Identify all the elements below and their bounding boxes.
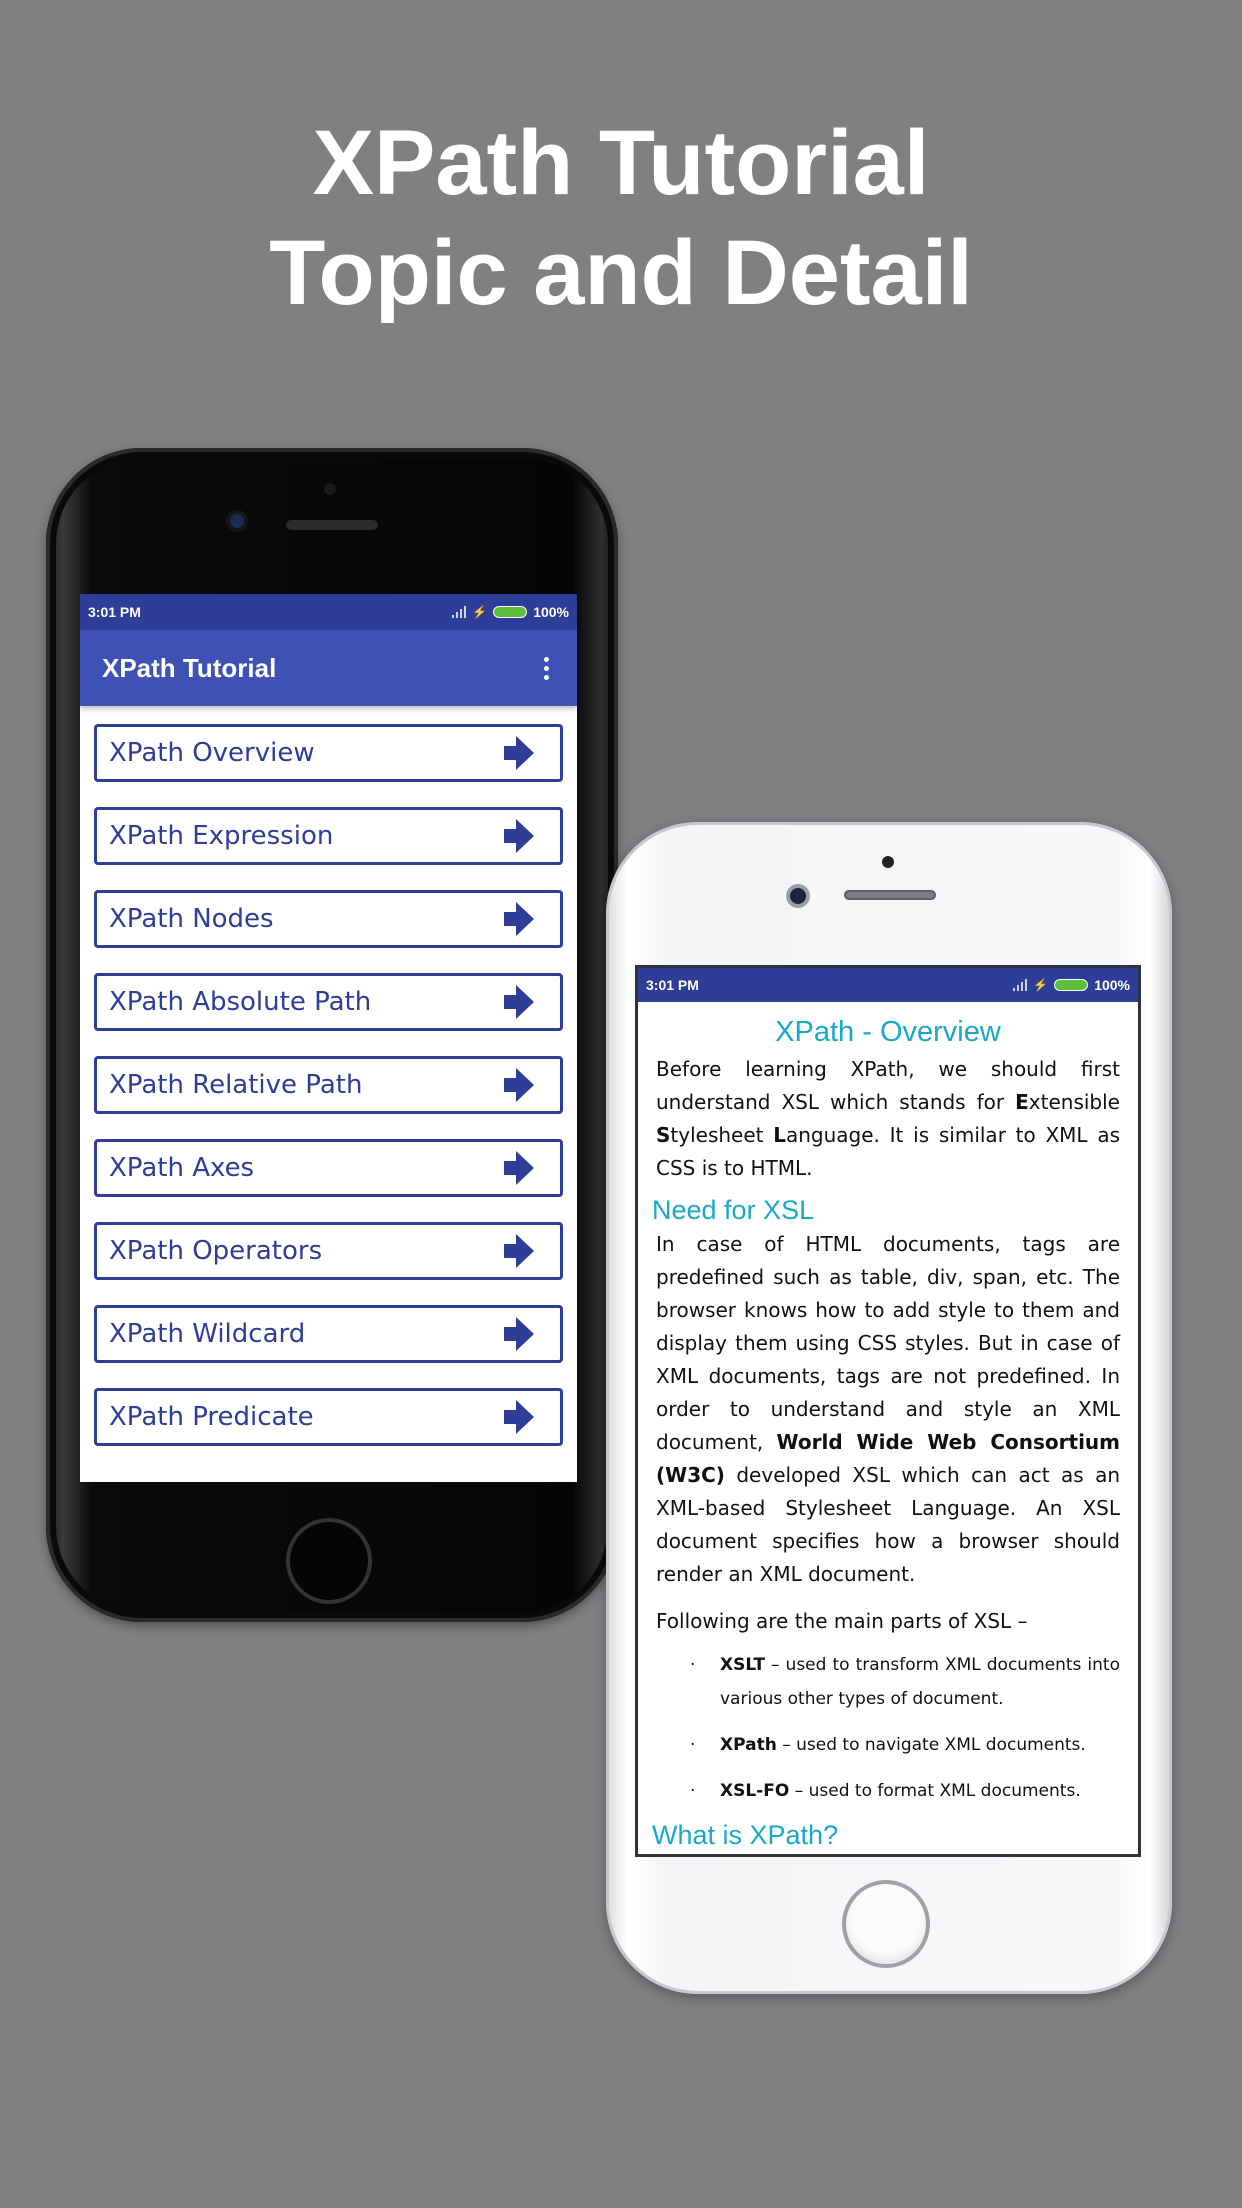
home-button[interactable] xyxy=(842,1880,930,1968)
arrow-right-icon xyxy=(504,819,534,853)
topic-label: XPath Absolute Path xyxy=(109,987,372,1017)
list-item: · XPath – used to navigate XML documents. xyxy=(656,1728,1120,1762)
home-button[interactable] xyxy=(286,1518,372,1604)
topic-item-xpath-absolute-path[interactable] xyxy=(94,973,563,1031)
proximity-sensor xyxy=(324,483,336,495)
phone-frame-white xyxy=(606,822,1172,1994)
arrow-right-icon xyxy=(504,1234,534,1268)
arrow-right-icon xyxy=(504,1151,534,1185)
topic-item-xpath-predicate[interactable] xyxy=(94,1388,563,1446)
battery-percent: 100% xyxy=(1094,977,1130,993)
topic-label: XPath Operators xyxy=(109,1236,323,1266)
charging-icon: ⚡ xyxy=(1033,978,1049,992)
earpiece-speaker xyxy=(286,520,378,530)
app-bar xyxy=(80,630,577,706)
topic-label: XPath Predicate xyxy=(109,1402,314,1432)
proximity-sensor xyxy=(882,856,894,868)
battery-icon xyxy=(493,606,527,618)
arrow-right-icon xyxy=(504,902,534,936)
topic-item-xpath-overview[interactable] xyxy=(94,724,563,782)
list-item: · XSLT – used to transform XML documents into various other types of document. xyxy=(656,1648,1120,1716)
topic-item-xpath-nodes[interactable] xyxy=(94,890,563,948)
promo-title-line1: XPath Tutorial xyxy=(312,112,930,214)
status-bar xyxy=(638,968,1138,1002)
parts-intro: Following are the main parts of XSL – xyxy=(656,1609,1028,1633)
intro-paragraph: Before learning XPath, we should first understand XSL which stands for Extensible Stylesheet Language. It is similar to XML as CSS is to HTML. xyxy=(656,1057,1120,1180)
body-paragraph: In case of HTML documents, tags are predefined such as table, div, span, etc. The browser knows how to add style to them and display them using CSS styles. But in case of XML documents, tags are not predefined. In order to understand and style an XML document, World Wide Web Consortium (W3C) developed XSL which can act as an XML-based Stylesheet Language. An XSL document specifies how a browser should render an XML document. xyxy=(656,1232,1120,1586)
topic-item-xpath-wildcard[interactable] xyxy=(94,1305,563,1363)
article-title: XPath - Overview xyxy=(775,1016,1001,1048)
topic-list xyxy=(80,706,577,1446)
status-icons xyxy=(1013,977,1130,993)
topic-item-xpath-expression[interactable] xyxy=(94,807,563,865)
list-item: · XSL-FO – used to format XML documents. xyxy=(656,1774,1120,1808)
status-bar xyxy=(80,594,577,630)
topic-label: XPath Wildcard xyxy=(109,1319,306,1349)
promo-title xyxy=(0,108,1242,328)
topic-detail-screen[interactable] xyxy=(638,968,1138,1854)
topic-label: XPath Nodes xyxy=(109,904,274,934)
promo-title-line2: Topic and Detail xyxy=(269,222,973,324)
topic-list-screen xyxy=(80,594,577,1482)
signal-icon xyxy=(452,606,466,618)
app-title: XPath Tutorial xyxy=(102,652,277,683)
arrow-right-icon xyxy=(504,1068,534,1102)
arrow-right-icon xyxy=(504,736,534,770)
battery-percent: 100% xyxy=(533,604,569,620)
topic-item-xpath-relative-path[interactable] xyxy=(94,1056,563,1114)
battery-icon xyxy=(1054,979,1088,991)
bullet-mark: · xyxy=(690,1781,696,1801)
topic-label: XPath Expression xyxy=(109,821,334,851)
more-vert-icon[interactable] xyxy=(538,651,555,686)
topic-item-xpath-operators[interactable] xyxy=(94,1222,563,1280)
bullet-mark: · xyxy=(690,1735,696,1755)
signal-icon xyxy=(1013,979,1027,991)
earpiece-speaker xyxy=(844,890,936,900)
topic-label: XPath Overview xyxy=(109,738,315,768)
next-section-heading: What is XPath? xyxy=(652,1820,839,1850)
topic-label: XPath Relative Path xyxy=(109,1070,363,1100)
status-time: 3:01 PM xyxy=(646,977,699,993)
section-heading: Need for XSL xyxy=(652,1195,815,1225)
arrow-right-icon xyxy=(504,1317,534,1351)
article-content xyxy=(638,1002,1138,1851)
charging-icon: ⚡ xyxy=(472,605,488,619)
front-camera-icon xyxy=(790,888,806,904)
front-camera-icon xyxy=(230,514,244,528)
arrow-right-icon xyxy=(504,985,534,1019)
arrow-right-icon xyxy=(504,1400,534,1434)
topic-item-xpath-axes[interactable] xyxy=(94,1139,563,1197)
phone-frame-black xyxy=(46,448,618,1622)
status-time: 3:01 PM xyxy=(88,604,141,620)
xsl-parts-list xyxy=(656,1648,1120,1808)
bullet-mark: · xyxy=(690,1655,696,1675)
topic-label: XPath Axes xyxy=(109,1153,255,1183)
status-icons xyxy=(452,604,569,620)
